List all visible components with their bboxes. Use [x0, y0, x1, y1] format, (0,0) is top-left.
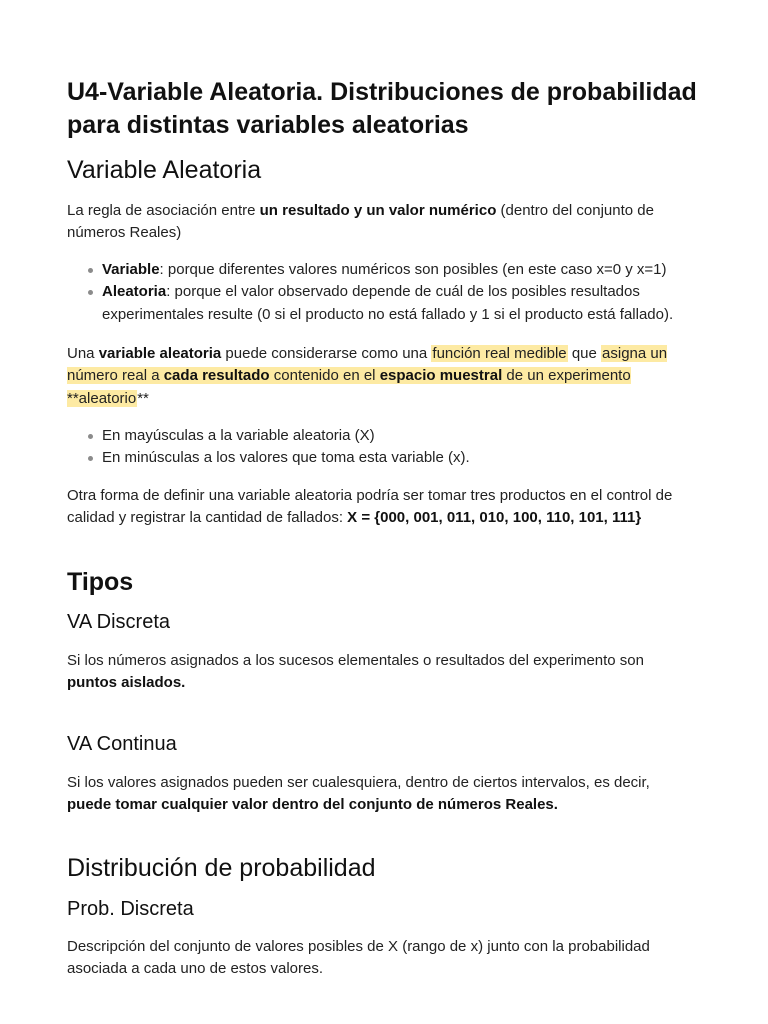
- bold-span: Aleatoria: [102, 283, 167, 301]
- heading-prob-discreta: Prob. Discreta: [67, 898, 194, 920]
- text-span: : porque el valor observado depende de cuál de los posibles resultados experimentales resulte (0 si el producto no está fallado y 1 si el producto está fallado).: [102, 283, 674, 323]
- list-item: [67, 259, 707, 281]
- bold-span: un resultado y un valor numérico: [259, 202, 497, 219]
- paragraph-prob-discreta: Descripción del conjunto de valores posibles de X (rango de x) junto con la probabilidad asociada a cada uno de estos valores.: [67, 938, 650, 978]
- list-item: En minúsculas a los valores que toma esta variable (x).: [67, 447, 707, 469]
- text-span: (dentro del conjunto de números Reales): [67, 202, 654, 242]
- text-span: Si los números asignados a los sucesos elementales o resultados del experimento son: [67, 652, 644, 669]
- heading-va-continua: VA Continua: [67, 733, 177, 755]
- list-item: [67, 281, 707, 326]
- text-span: La regla de asociación entre: [67, 202, 260, 219]
- text-span: puede considerarse como una: [221, 345, 432, 362]
- paragraph-variable-aleatoria: [67, 343, 692, 410]
- paragraph-va-discreta: [67, 650, 692, 695]
- text-span: contenido en el: [269, 367, 380, 385]
- bold-span: puntos aislados.: [67, 674, 186, 692]
- page-title: U4-Variable Aleatoria. Distribuciones de probabilidad para distintas variables aleatorias: [67, 78, 697, 139]
- list-item: En mayúsculas a la variable aleatoria (X): [67, 425, 707, 447]
- heading-distribucion: Distribución de probabilidad: [67, 854, 376, 882]
- bold-span: Variable: [102, 261, 160, 278]
- text-span: Una: [67, 345, 99, 362]
- heading-tipos: Tipos: [67, 568, 134, 596]
- paragraph-definition: [67, 200, 692, 245]
- text-span: **: [137, 389, 149, 407]
- bold-span: cada resultado: [163, 367, 270, 385]
- text-span: : porque diferentes valores numéricos son posibles (en este caso x=0 y x=1): [159, 261, 667, 278]
- bold-span: X = {000, 001, 011, 010, 100, 110, 101, 111}: [347, 509, 642, 527]
- bold-span: variable aleatoria: [98, 345, 222, 362]
- text-span: Si los valores asignados pueden ser cualesquiera, dentro de ciertos intervalos, es decir,: [67, 774, 650, 791]
- paragraph-va-continua: [67, 772, 692, 817]
- text-span: asigna un número real a: [67, 345, 668, 385]
- heading-va-discreta: VA Discreta: [67, 611, 170, 633]
- bold-span: puede tomar cualquier valor dentro del conjunto de números Reales.: [67, 796, 558, 814]
- highlight-span: función real medible: [432, 345, 567, 362]
- paragraph-otra-forma: [67, 485, 707, 530]
- bullet-list-notation: [67, 425, 707, 470]
- bullet-list-variable: [67, 259, 707, 326]
- text-span: que: [567, 345, 602, 362]
- text-span: de un experimento **aleatorio: [67, 367, 631, 407]
- text-span: Otra forma de definir una variable aleatoria podría ser tomar tres productos en el control de calidad y registrar la cantidad de fallados:: [67, 487, 673, 527]
- heading-variable-aleatoria: Variable Aleatoria: [67, 156, 262, 184]
- bold-span: espacio muestral: [379, 367, 503, 385]
